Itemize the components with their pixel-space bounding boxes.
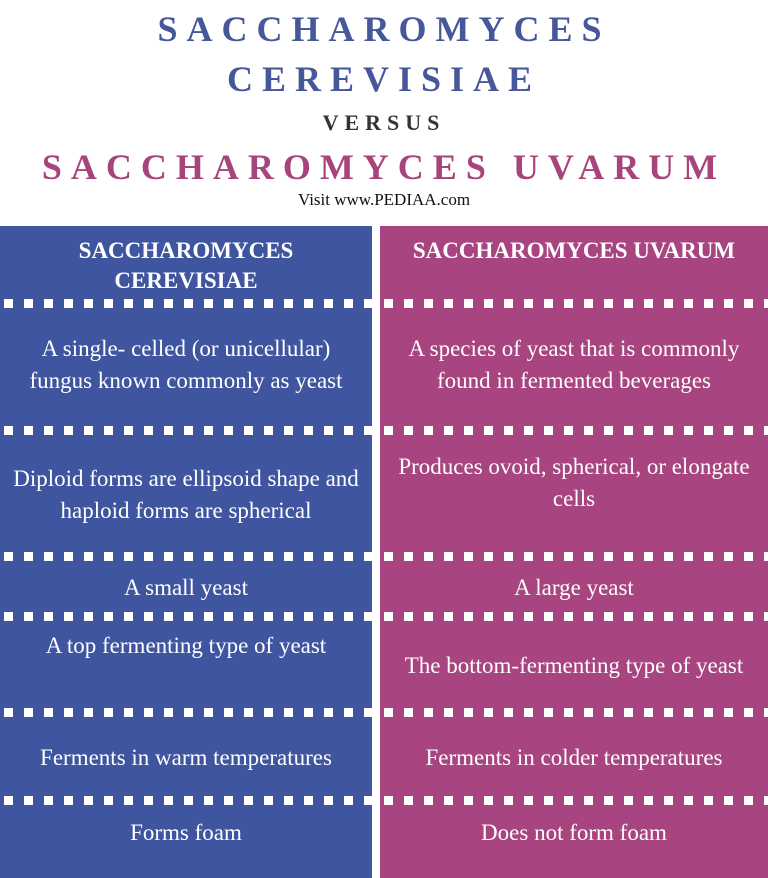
divider — [4, 426, 372, 435]
divider — [384, 708, 768, 717]
divider — [384, 426, 768, 435]
divider — [4, 552, 372, 561]
versus-label: VERSUS — [322, 110, 446, 135]
divider — [384, 796, 768, 805]
right-row: The bottom-fermenting type of yeast — [404, 653, 744, 678]
left-header: SACCHAROMYCES CEREVISIAE — [78, 238, 294, 293]
divider — [4, 299, 372, 308]
left-row: Diploid forms are ellipsoid shape and haploid forms are spherical — [13, 466, 359, 523]
title-line-2: SACCHAROMYCES UVARUM — [41, 147, 727, 187]
right-row: Does not form foam — [481, 820, 667, 845]
divider — [4, 708, 372, 717]
right-column — [380, 226, 768, 878]
title-line-1: SACCHAROMYCES CEREVISIAE — [157, 9, 611, 99]
divider — [4, 612, 372, 621]
right-row: Ferments in colder temperatures — [425, 745, 723, 770]
left-row: A top fermenting type of yeast — [45, 633, 327, 658]
left-row: Forms foam — [130, 820, 242, 845]
right-row: A large yeast — [514, 575, 634, 600]
left-row: A single- celled (or unicellular) fungus known commonly as yeast — [29, 336, 343, 393]
right-header: SACCHAROMYCES UVARUM — [412, 238, 736, 263]
left-column — [0, 226, 372, 878]
divider — [384, 299, 768, 308]
right-row: A species of yeast that is commonly found in fermented beverages — [408, 336, 740, 393]
divider — [384, 552, 768, 561]
left-row: A small yeast — [124, 575, 248, 600]
left-row: Ferments in warm temperatures — [40, 745, 332, 770]
divider — [4, 796, 372, 805]
right-row: Produces ovoid, spherical, or elongate cells — [398, 454, 750, 511]
visit-link: Visit www.PEDIAA.com — [297, 190, 471, 209]
divider — [384, 612, 768, 621]
